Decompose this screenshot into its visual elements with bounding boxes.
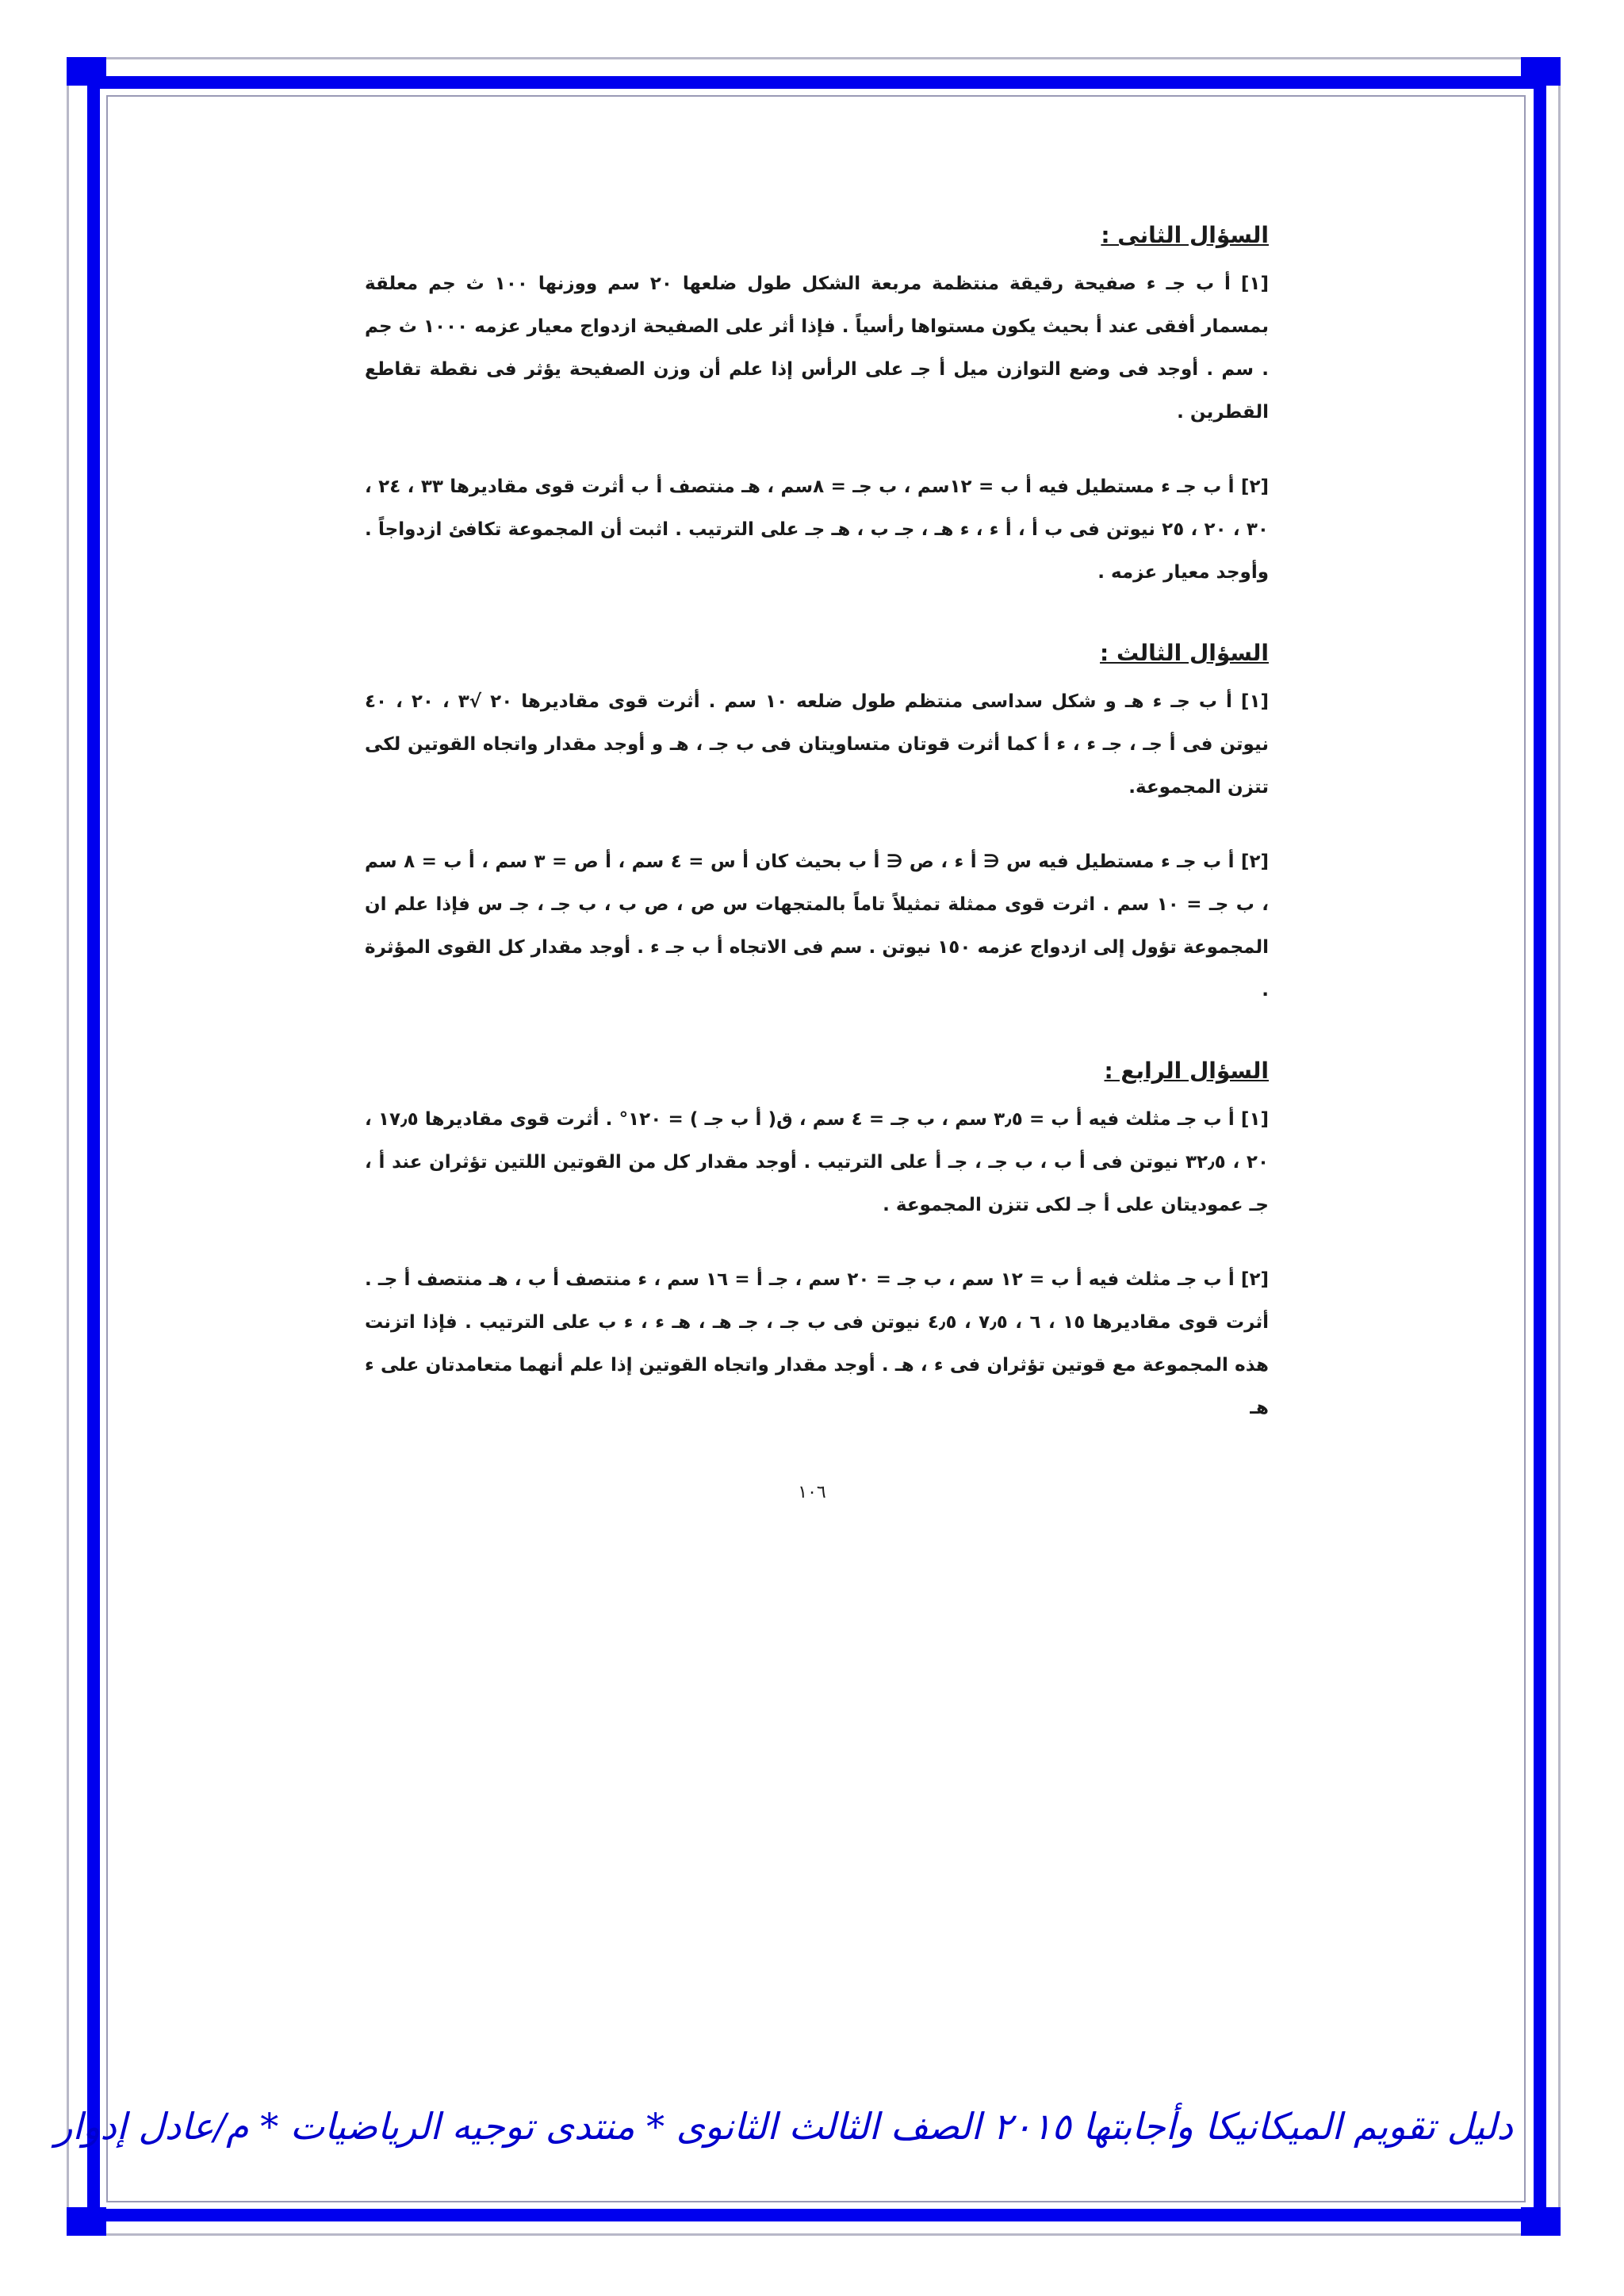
- corner-bottom-left: [67, 2207, 106, 2236]
- corner-top-left: [67, 57, 106, 86]
- section-question-4: [365, 1058, 1269, 1429]
- corner-bottom-right: [1521, 2207, 1561, 2236]
- problem-text: [١] أ ب جـ ء هـ و شكل سداسى منتظم طول ضلعه ١٠ سم . أثرت قوى مقاديرها ٢٠ √٣ ، ٢٠ ، ٤٠ نيوتن فى أ جـ ، جـ ء ، ء أ كما أثرت قوتان متساويتان فى ب جـ ، هـ و أوجد مقدار واتجاه القوتين لكى تتزن المجموعة.: [365, 691, 1270, 798]
- section-heading: السؤال الثانى :: [1101, 222, 1269, 248]
- problem-text: [٢] أ ب جـ ء مستطيل فيه س ∈ أ ء ، ص ∈ أ ب بحيث كان أ س = ٤ سم ، أ ص = ٣ سم ، أ ب = ٨ سم ، ب جـ = ١٠ سم . اثرت قوى ممثلة تمثيلاً تاماً بالمتجهات س ص ، ص ب ، ب جـ ، جـ س فإذا علم ان المجموعة تؤول إلى ازدواج عزمه ١٥٠ نيوتن . سم فى الاتجاه أ ب جـ ء . أوجد مقدار كل القوى المؤثرة .: [365, 851, 1270, 1001]
- section-question-3: [365, 640, 1269, 1012]
- problem-text: [٢] أ ب جـ ء مستطيل فيه أ ب = ١٢سم ، ب جـ = ٨سم ، هـ منتصف أ ب أثرت قوى مقاديرها ٣٣ ، ٢٤ ، ٣٠ ، ٢٠ ، ٢٥ نيوتن فى ب أ ، أ ء ، ء هـ ، جـ ب ، هـ جـ على الترتيب . اثبت أن المجموعة تكافئ ازدواجاً . وأوجد معيار عزمه .: [365, 476, 1269, 583]
- page-number: ١٠٦: [798, 1483, 826, 1502]
- problem-text: [١] أ ب جـ مثلث فيه أ ب = ٣٫٥ سم ، ب جـ = ٤ سم ، ق( أ ب جـ ) = ١٢٠° . أثرت قوى مقاديرها ١٧٫٥ ، ٢٠ ، ٣٢٫٥ نيوتن فى أ ب ، ب جـ ، جـ أ على الترتيب . أوجد مقدار كل من القوتين اللتين تؤثران عند أ ، جـ عموديتان على أ جـ لكى تتزن المجموعة .: [365, 1109, 1270, 1215]
- section-heading: السؤال الثالث :: [1100, 640, 1269, 666]
- page-content: [365, 222, 1269, 1475]
- footer-caption: دليل تقويم الميكانيكا وأجابتها ٢٠١٥ الصف الثالث الثانوى * منتدى توجيه الرياضيات * م/عادل إدوار: [55, 2105, 1513, 2148]
- section-heading: السؤال الرابع :: [1104, 1058, 1269, 1084]
- problem-text: [١] أ ب جـ ء صفيحة رقيقة منتظمة مربعة الشكل طول ضلعها ٢٠ سم ووزنها ١٠٠ ث جم معلقة بمسمار أفقى عند أ بحيث يكون مستواها رأسياً . فإذا أثر على الصفيحة ازدواج معيار عزمه ١٠٠٠ ث جم . سم . أوجد فى وضع التوازن ميل أ جـ على الرأس إذا علم أن وزن الصفيحة يؤثر فى نقطة تقاطع القطرين .: [365, 274, 1269, 423]
- section-question-2: [365, 222, 1269, 594]
- problem-text: [٢] أ ب جـ مثلث فيه أ ب = ١٢ سم ، ب جـ = ٢٠ سم ، جـ أ = ١٦ سم ، ء منتصف أ ب ، هـ منتصف أ جـ . أثرت قوى مقاديرها ١٥ ، ٦ ، ٧٫٥ ، ٤٫٥ نيوتن فى ب جـ ، جـ هـ ، هـ ء ، ء ب على الترتيب . فإذا اتزنت هذه المجموعة مع قوتين تؤثران فى ء ، هـ . أوجد مقدار واتجاه القوتين إذا علم أنهما متعامدتان على ء هـ: [365, 1269, 1270, 1418]
- corner-top-right: [1521, 57, 1561, 86]
